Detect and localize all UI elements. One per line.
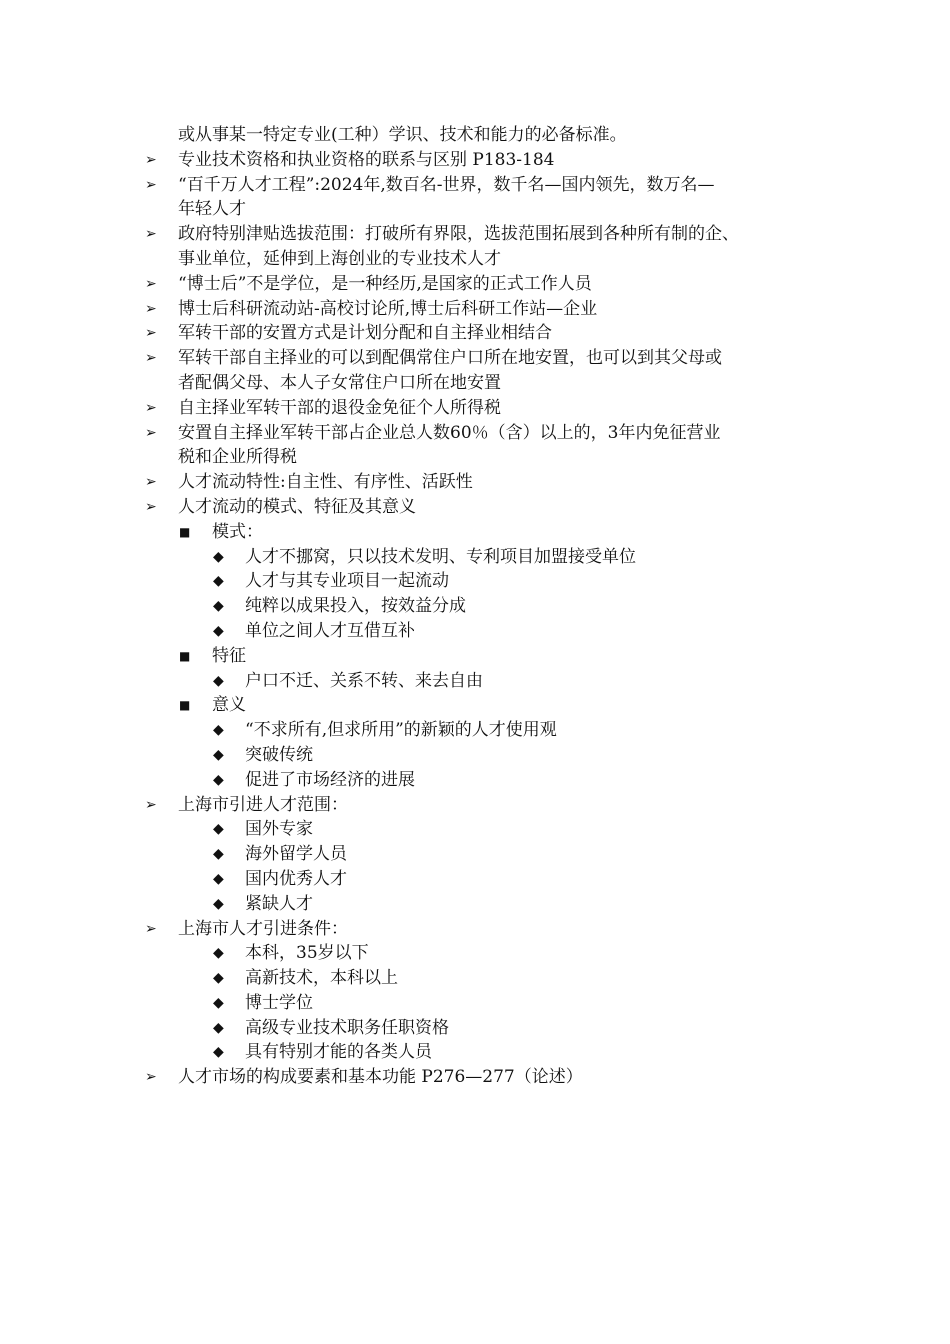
arrow-bullet-icon: ➢ <box>145 920 157 937</box>
arrow-bullet-icon: ➢ <box>145 275 157 292</box>
list-item-text: 本科，35岁以下 <box>245 943 369 964</box>
square-bullet-icon: ■ <box>179 698 191 713</box>
arrow-bullet-icon: ➢ <box>145 325 157 342</box>
list-item-text: 人才流动特性:自主性、有序性、活跃性 <box>178 472 473 493</box>
list-item-text: 安置自主择业军转干部占企业总人数60％（含）以上的，3年内免征营业 <box>178 422 721 443</box>
diamond-bullet-icon: ◆ <box>213 771 224 788</box>
square-bullet-icon: ■ <box>179 524 191 539</box>
arrow-list-item <box>145 421 825 446</box>
diamond-list-item <box>145 594 825 619</box>
list-item-text: 人才与其专业项目一起流动 <box>245 571 449 592</box>
diamond-list-item <box>145 842 825 867</box>
diamond-bullet-icon: ◆ <box>213 548 224 565</box>
list-item-text: 人才流动的模式、特征及其意义 <box>178 496 416 517</box>
list-item-text: 税和企业所得税 <box>178 447 297 468</box>
arrow-bullet-icon: ➢ <box>145 176 157 193</box>
diamond-list-item <box>145 966 825 991</box>
list-item-text: 高新技术，本科以上 <box>245 968 398 989</box>
list-item-text: 促进了市场经济的进展 <box>245 769 415 790</box>
arrow-bullet-icon: ➢ <box>145 226 157 243</box>
diamond-bullet-icon: ◆ <box>213 821 224 838</box>
diamond-list-item <box>145 892 825 917</box>
document-content <box>145 123 825 1090</box>
list-item-text: 意义 <box>212 695 246 716</box>
square-list-item <box>145 520 825 545</box>
list-item-text: 军转干部自主择业的可以到配偶常住户口所在地安置，也可以到其父母或 <box>178 348 722 369</box>
list-item-text: 国外专家 <box>245 819 313 840</box>
list-item-text: “百千万人才工程”:2024年,数百名-世界，数千名—国内领先，数万名— <box>178 174 715 195</box>
diamond-list-item <box>145 1016 825 1041</box>
arrow-list-item <box>145 272 825 297</box>
diamond-bullet-icon: ◆ <box>213 598 224 615</box>
square-list-item <box>145 644 825 669</box>
list-item-text: 年轻人才 <box>178 199 246 220</box>
diamond-bullet-icon: ◆ <box>213 994 224 1011</box>
list-item-text: 具有特别才能的各类人员 <box>245 1042 432 1063</box>
arrow-bullet-icon: ➢ <box>145 1069 157 1086</box>
intro-line <box>145 123 825 148</box>
diamond-list-item <box>145 619 825 644</box>
arrow-bullet-icon: ➢ <box>145 498 157 515</box>
arrow-bullet-icon: ➢ <box>145 151 157 168</box>
list-item-text: 海外留学人员 <box>245 844 347 865</box>
diamond-bullet-icon: ◆ <box>213 945 224 962</box>
diamond-list-item <box>145 867 825 892</box>
arrow-list-item <box>145 917 825 942</box>
list-item-text: 单位之间人才互借互补 <box>245 620 415 641</box>
arrow-bullet-icon: ➢ <box>145 424 157 441</box>
list-item-text: 军转干部的安置方式是计划分配和自主择业相结合 <box>178 323 552 344</box>
list-item-text: 纯粹以成果投入，按效益分成 <box>245 596 466 617</box>
arrow-list-item <box>145 173 825 198</box>
continuation-line <box>145 445 825 470</box>
arrow-list-item <box>145 470 825 495</box>
list-item-text: 博士学位 <box>245 992 313 1013</box>
diamond-bullet-icon: ◆ <box>213 672 224 689</box>
list-item-text: 政府特别津贴选拔范围：打破所有界限，选拔范围拓展到各种所有制的企、 <box>178 224 739 245</box>
diamond-bullet-icon: ◆ <box>213 1044 224 1061</box>
arrow-bullet-icon: ➢ <box>145 300 157 317</box>
arrow-list-item <box>145 297 825 322</box>
diamond-bullet-icon: ◆ <box>213 870 224 887</box>
arrow-bullet-icon: ➢ <box>145 399 157 416</box>
list-item-text: 特征 <box>212 645 246 666</box>
list-item-text: 专业技术资格和执业资格的联系与区别 P183-184 <box>178 149 555 170</box>
diamond-bullet-icon: ◆ <box>213 895 224 912</box>
continuation-line <box>145 371 825 396</box>
arrow-list-item <box>145 495 825 520</box>
diamond-list-item <box>145 991 825 1016</box>
arrow-bullet-icon: ➢ <box>145 474 157 491</box>
list-item-text: 人才不挪窝，只以技术发明、专利项目加盟接受单位 <box>245 546 636 567</box>
diamond-bullet-icon: ◆ <box>213 622 224 639</box>
diamond-list-item <box>145 545 825 570</box>
diamond-bullet-icon: ◆ <box>213 970 224 987</box>
diamond-bullet-icon: ◆ <box>213 746 224 763</box>
diamond-bullet-icon: ◆ <box>213 573 224 590</box>
list-item-text: 国内优秀人才 <box>245 868 347 889</box>
list-item-text: 人才市场的构成要素和基本功能 P276—277（论述） <box>178 1067 583 1088</box>
arrow-bullet-icon: ➢ <box>145 796 157 813</box>
diamond-bullet-icon: ◆ <box>213 722 224 739</box>
arrow-list-item <box>145 1065 825 1090</box>
arrow-list-item <box>145 793 825 818</box>
list-item-text: 高级专业技术职务任职资格 <box>245 1017 449 1038</box>
list-item-text: “不求所有,但求所用”的新颖的人才使用观 <box>245 720 557 741</box>
list-item-text: 紧缺人才 <box>245 893 313 914</box>
diamond-list-item <box>145 743 825 768</box>
diamond-list-item <box>145 768 825 793</box>
diamond-bullet-icon: ◆ <box>213 846 224 863</box>
list-item-text: 突破传统 <box>245 744 313 765</box>
arrow-list-item <box>145 222 825 247</box>
diamond-list-item <box>145 669 825 694</box>
list-item-text: 上海市引进人才范围： <box>178 794 348 815</box>
continuation-line <box>145 197 825 222</box>
square-list-item <box>145 693 825 718</box>
list-item-text: 事业单位，延伸到上海创业的专业技术人才 <box>178 248 501 269</box>
list-item-text: 者配偶父母、本人子女常住户口所在地安置 <box>178 372 501 393</box>
diamond-list-item <box>145 941 825 966</box>
arrow-list-item <box>145 321 825 346</box>
square-bullet-icon: ■ <box>179 648 191 663</box>
diamond-bullet-icon: ◆ <box>213 1019 224 1036</box>
list-item-text: 博士后科研流动站-高校讨论所,博士后科研工作站—企业 <box>178 298 598 319</box>
arrow-list-item <box>145 346 825 371</box>
arrow-bullet-icon: ➢ <box>145 350 157 367</box>
diamond-list-item <box>145 817 825 842</box>
list-item-text: 模式： <box>212 521 263 542</box>
arrow-list-item <box>145 148 825 173</box>
arrow-list-item <box>145 396 825 421</box>
list-item-text: 户口不迁、关系不转、来去自由 <box>245 670 483 691</box>
list-item-text: 自主择业军转干部的退役金免征个人所得税 <box>178 397 501 418</box>
intro-text: 或从事某一特定专业(工种）学识、技术和能力的必备标准。 <box>178 125 627 145</box>
continuation-line <box>145 247 825 272</box>
list-item-text: 上海市人才引进条件： <box>178 918 348 939</box>
diamond-list-item <box>145 1040 825 1065</box>
list-item-text: “博士后”不是学位，是一种经历,是国家的正式工作人员 <box>178 273 592 294</box>
diamond-list-item <box>145 718 825 743</box>
diamond-list-item <box>145 569 825 594</box>
